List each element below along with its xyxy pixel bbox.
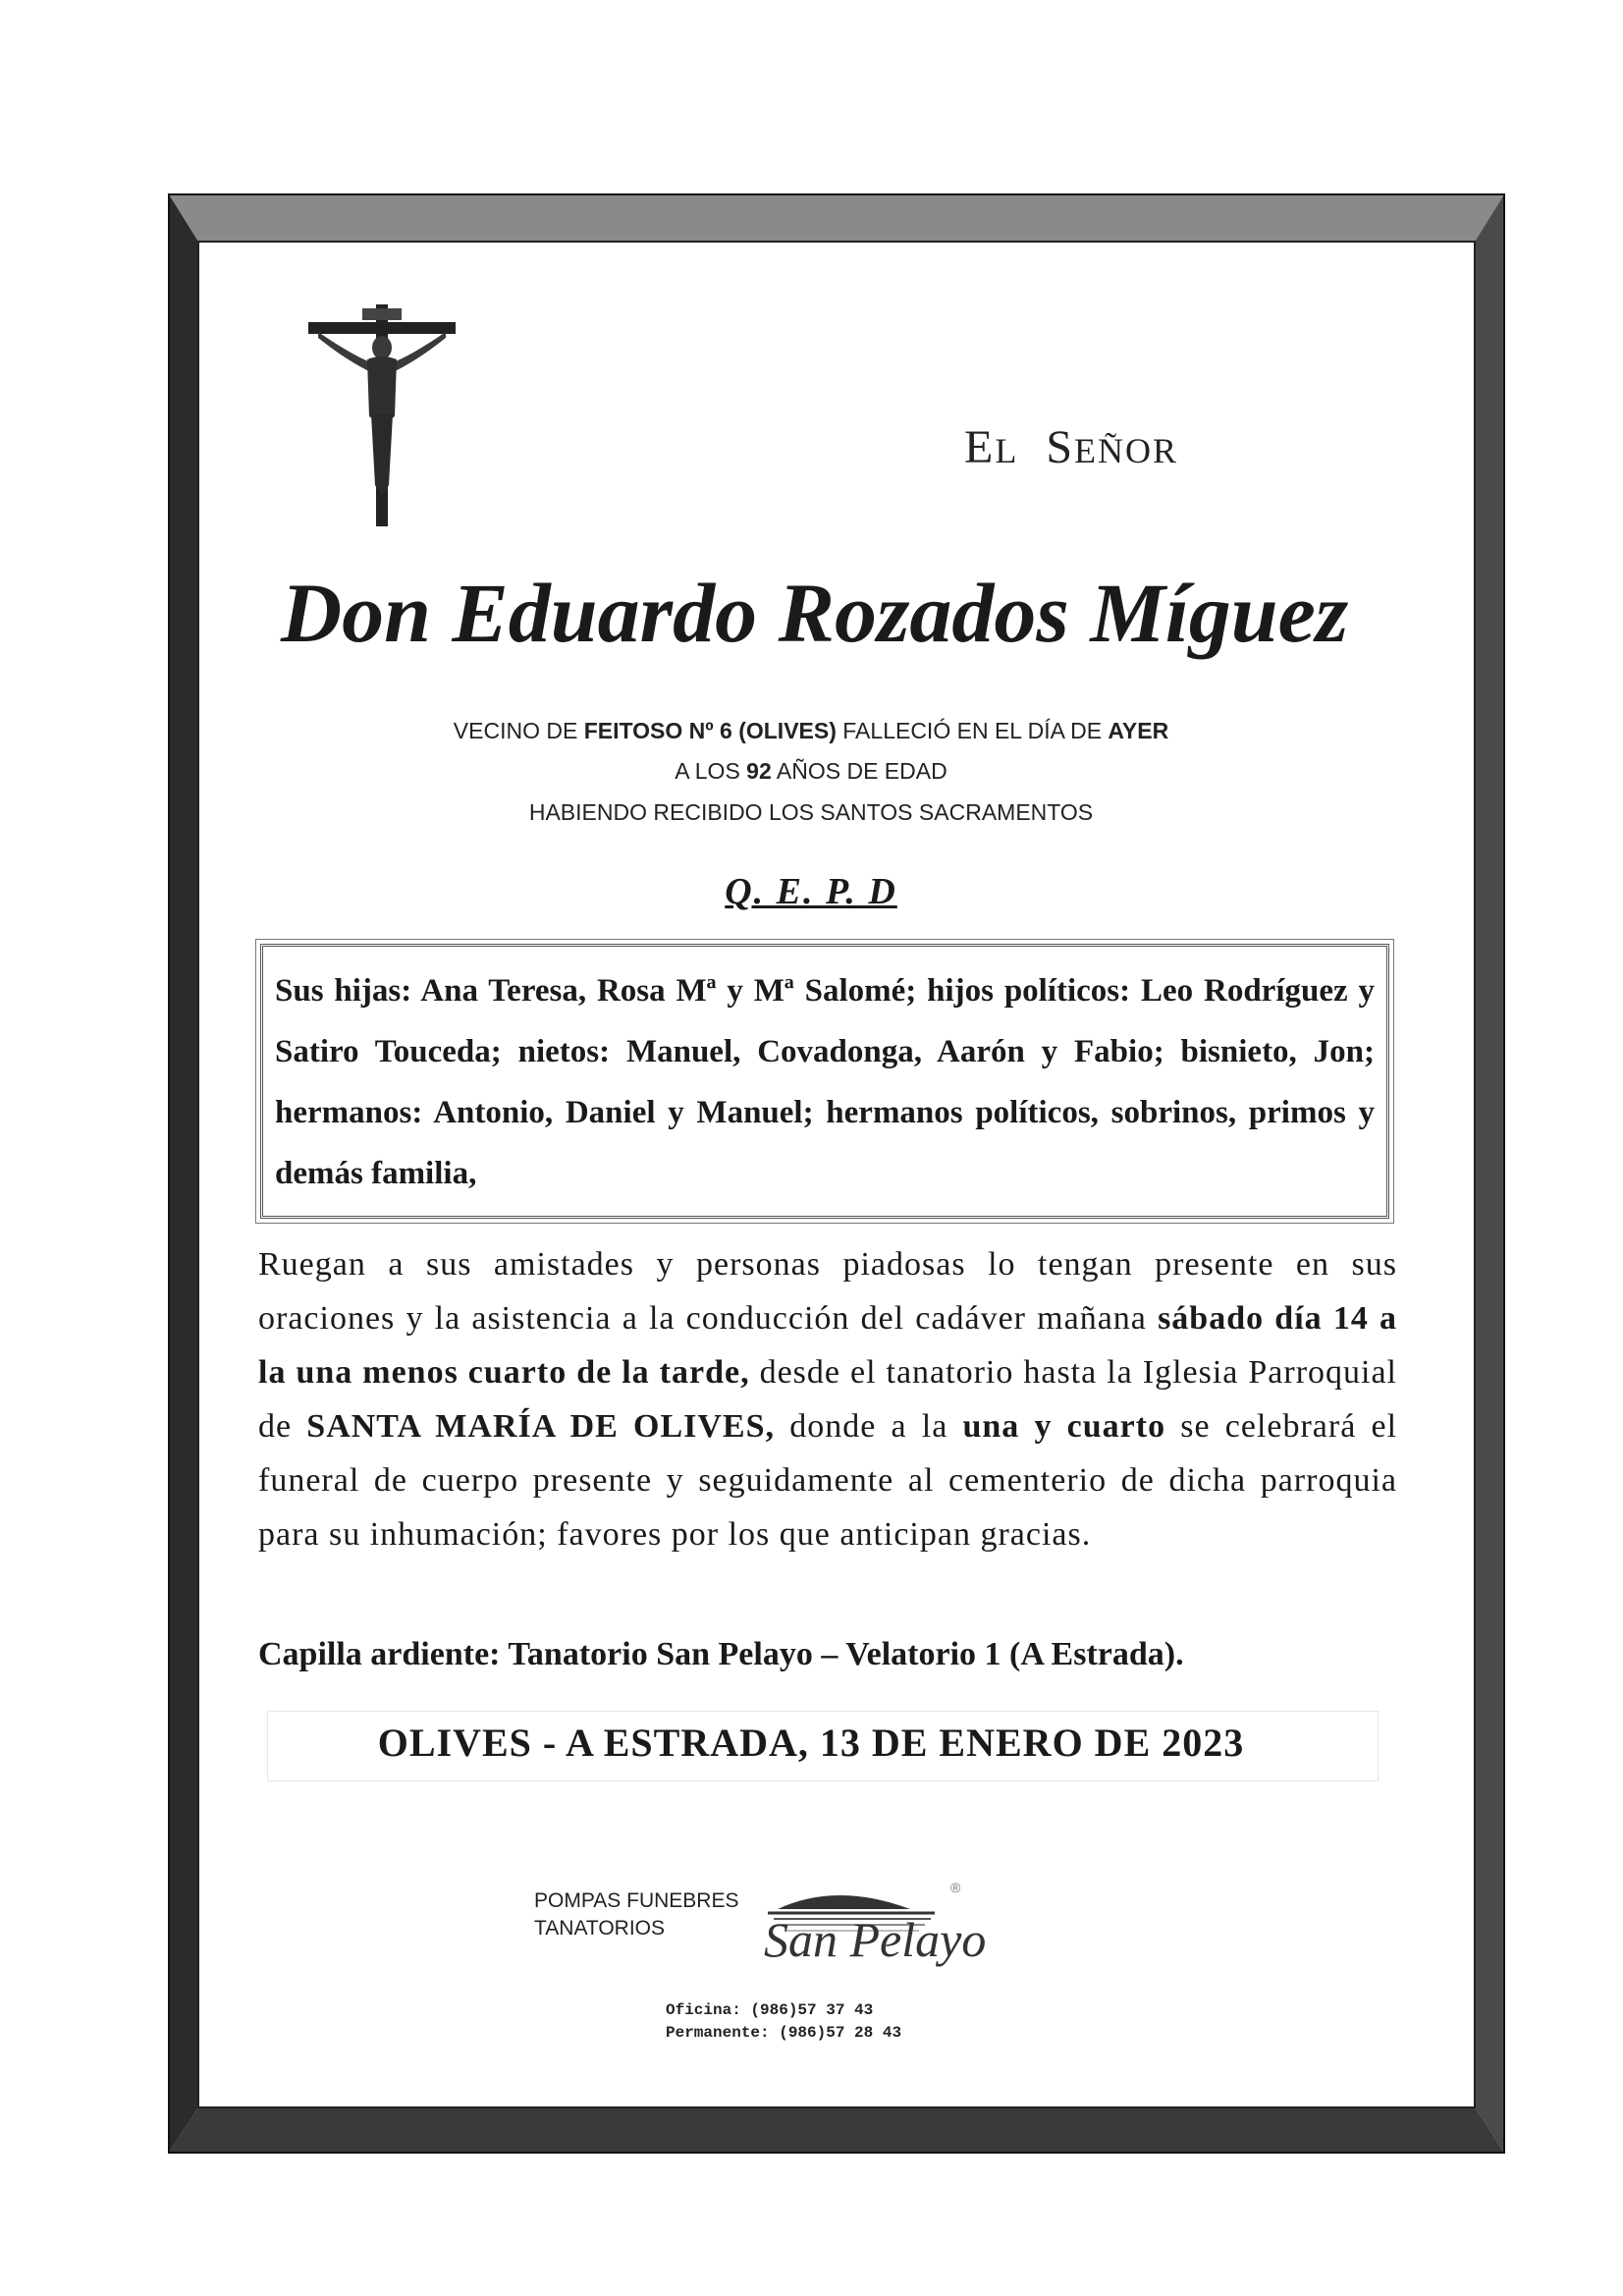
residence-line: VECINO DE FEITOSO Nº 6 (OLIVES) FALLECIÓ EN EL DÍA DE AYER — [453, 718, 1169, 743]
heading: EL SEÑOR — [964, 421, 1179, 473]
obituary-card — [218, 242, 1404, 2107]
family-text: Sus hijas: Ana Teresa, Rosa Mª y Mª Salomé; hijos políticos: Leo Rodríguez y Satiro Touceda; nietos: Manuel, Covadonga, Aarón y Fabio; bisnieto, Jon; hermanos: Antonio, Daniel y Manuel; hermanos políticos, sobrinos, primos y demás familia, — [275, 973, 1375, 1191]
logo-name: San Pelayo — [764, 1912, 987, 1967]
office-phone: Oficina: (986)57 37 43 — [666, 2001, 874, 2019]
family-box — [260, 944, 1389, 1219]
permanent-phone: Permanente: (986)57 28 43 — [666, 2024, 902, 2042]
registered-mark: ® — [950, 1880, 961, 1895]
age-line: A LOS 92 AÑOS DE EDAD — [675, 758, 947, 784]
company-name: POMPAS FUNEBRES TANATORIOS — [534, 1889, 739, 1940]
crucifix-icon — [298, 299, 465, 526]
sacraments-line: HABIENDO RECIBIDO LOS SANTOS SACRAMENTOS — [528, 799, 1094, 825]
deceased-name: Don Eduardo Rozados Míguez — [281, 566, 1349, 660]
place-date: OLIVES - A ESTRADA, 13 DE ENERO DE 2023 — [377, 1721, 1245, 1765]
chapel-line: Capilla ardiente: Tanatorio San Pelayo – Velatorio 1 (A Estrada). — [258, 1636, 1184, 1672]
funeral-details: Ruegan a sus amistades y personas piadosas lo tengan presente en sus oraciones y la asistencia a la conducción del cadáver mañana sábado día 14 a la una menos cuarto de la tarde, desde el tanatorio hasta la Iglesia Parroquial de SANTA MARÍA DE OLIVES, donde a la una y cuarto se celebrará el funeral de cuerpo presente y seguidamente al cementerio de dicha parroquia para su inhumación; favores por los que anticipan gracias. — [258, 1246, 1398, 1553]
phone-numbers — [666, 1999, 901, 2045]
qepd: Q. E. P. D — [725, 871, 897, 912]
